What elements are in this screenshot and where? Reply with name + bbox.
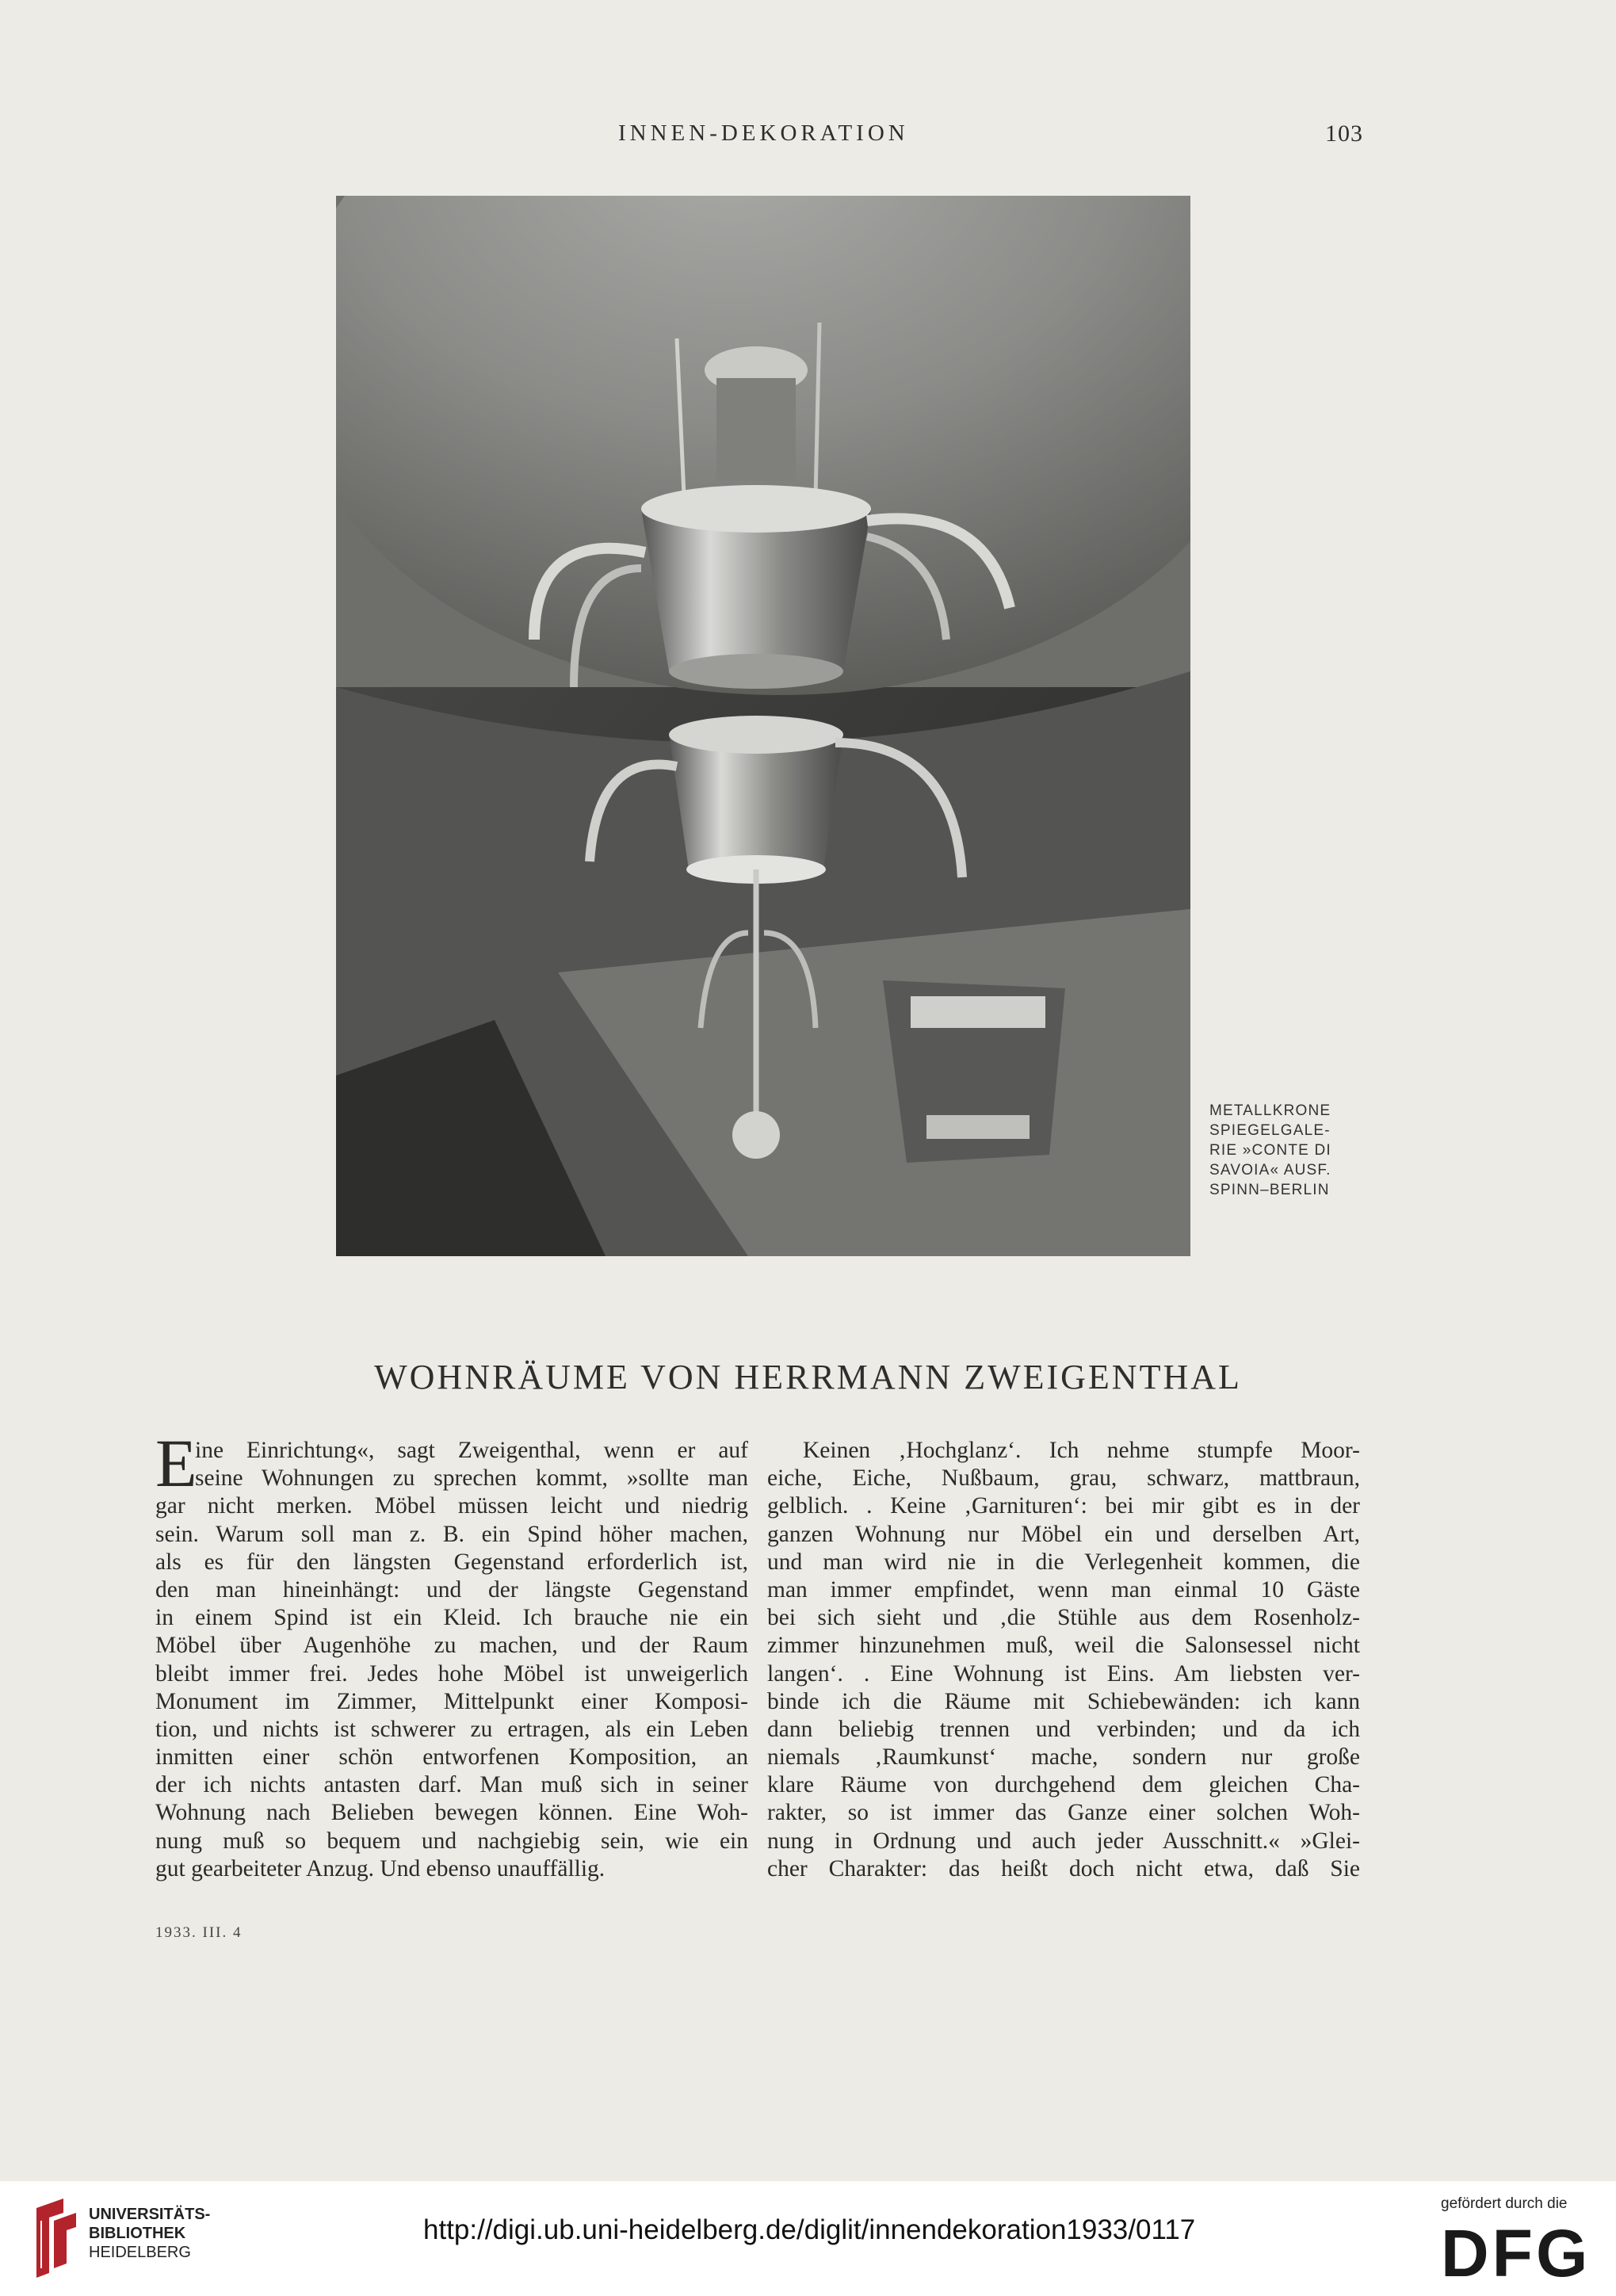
library-line: BIBLIOTHEK bbox=[89, 2225, 186, 2242]
text-line: Keinen ‚Hochglanz‘. Ich nehme stumpfe Moor- bbox=[803, 1438, 1360, 1463]
text-line: rakter, so ist immer das Ganze einer solchen Woh- bbox=[767, 1800, 1360, 1826]
text-line: dann beliebig trennen und verbinden; und da ich bbox=[767, 1716, 1360, 1742]
permalink-url[interactable]: http://digi.ub.uni-heidelberg.de/diglit/innendekoration1933/0117 bbox=[423, 2214, 1196, 2245]
text-line: Monument im Zimmer, Mittelpunkt einer Komposi- bbox=[155, 1688, 748, 1714]
text-line: inmitten einer schön entworfenen Komposition, an bbox=[155, 1744, 748, 1771]
chandelier-photo bbox=[336, 196, 1190, 1256]
text-line: zimmer hinzunehmen muß, weil die Salonsessel nicht bbox=[767, 1633, 1360, 1659]
right-column bbox=[767, 1437, 1360, 1883]
text-line: niemals ‚Raumkunst‘ mache, sondern nur große bbox=[767, 1744, 1360, 1771]
dfg-logo: DFG bbox=[1441, 2216, 1591, 2290]
text-line: langen‘. . Eine Wohnung ist Eins. Am liebsten ver- bbox=[767, 1660, 1360, 1687]
text-line: klare Räume von durchgehend dem gleichen Cha- bbox=[767, 1772, 1360, 1798]
text-line: gelblich. . Keine ‚Garnituren‘: bei mir gibt es in der bbox=[767, 1493, 1360, 1519]
text-line: nung in Ordnung und auch jeder Ausschnitt.« »Glei- bbox=[767, 1828, 1360, 1854]
page-number: 103 bbox=[1325, 120, 1363, 147]
caption-line: RIE »CONTE DI bbox=[1209, 1142, 1331, 1159]
text-line: bei sich sieht und ‚die Stühle aus dem Rosenholz- bbox=[767, 1605, 1360, 1631]
text-line: eiche, Eiche, Nußbaum, grau, schwarz, mattbraun, bbox=[767, 1465, 1360, 1492]
text-line: nung muß so bequem und nachgiebig sein, wie ein bbox=[155, 1828, 748, 1854]
digitization-footer bbox=[0, 2181, 1616, 2296]
drop-cap: E bbox=[155, 1425, 197, 1501]
text-line: den man hineinhängt: und der längste Gegenstand bbox=[155, 1576, 748, 1603]
text-line: Wohnung nach Belieben bewegen können. Eine Woh- bbox=[155, 1800, 748, 1826]
running-head: INNEN-DEKORATION bbox=[618, 120, 909, 146]
funded-by-label: gefördert durch die bbox=[1441, 2195, 1568, 2212]
university-library-name bbox=[89, 2205, 210, 2262]
signature-folio: 1933. III. 4 bbox=[155, 1924, 243, 1941]
caption-line: METALLKRONE bbox=[1209, 1102, 1331, 1119]
text-line: ganzen Wohnung nur Möbel ein und derselben Art, bbox=[767, 1521, 1360, 1547]
article-title: WOHNRÄUME VON HERRMANN ZWEIGENTHAL bbox=[374, 1358, 1242, 1396]
text-line: man immer empfindet, wenn man einmal 10 Gäste bbox=[767, 1576, 1360, 1603]
left-column bbox=[155, 1437, 748, 1883]
text-line: der ich nichts antasten darf. Man muß sich in seiner bbox=[155, 1772, 748, 1798]
caption-line: SPINN–BERLIN bbox=[1209, 1182, 1330, 1198]
text-line: tion, und nichts ist schwerer zu ertragen, als ein Leben bbox=[155, 1716, 748, 1742]
text-line: Möbel über Augenhöhe zu machen, und der Raum bbox=[155, 1633, 748, 1659]
text-line: in einem Spind ist ein Kleid. Ich brauche nie ein bbox=[155, 1605, 748, 1631]
text-line: gar nicht merken. Möbel müssen leicht und niedrig bbox=[155, 1493, 748, 1519]
text-line: sein. Warum soll man z. B. ein Spind höher machen, bbox=[155, 1521, 748, 1547]
university-library-logo-icon bbox=[32, 2197, 81, 2283]
text-line: gut gearbeiteter Anzug. Und ebenso unauffällig. bbox=[155, 1855, 606, 1881]
library-line: HEIDELBERG bbox=[89, 2244, 191, 2261]
text-line: binde ich die Räume mit Schiebewänden: ich kann bbox=[767, 1688, 1360, 1714]
text-line: ine Einrichtung«, sagt Zweigenthal, wenn er auf bbox=[195, 1438, 748, 1463]
text-line: bleibt immer frei. Jedes hohe Möbel ist unweigerlich bbox=[155, 1660, 748, 1687]
caption-line: SAVOIA« AUSF. bbox=[1209, 1162, 1331, 1179]
text-line: cher Charakter: das heißt doch nicht etwa, daß Sie bbox=[767, 1855, 1360, 1881]
text-line: als es für den längsten Gegenstand erforderlich ist, bbox=[155, 1549, 748, 1575]
library-line: UNIVERSITÄTS- bbox=[89, 2206, 211, 2223]
caption-line: SPIEGELGALE- bbox=[1209, 1122, 1331, 1139]
text-line: und man wird nie in die Verlegenheit kommen, die bbox=[767, 1549, 1360, 1575]
text-line: seine Wohnungen zu sprechen kommt, »sollte man bbox=[195, 1465, 748, 1492]
figure-caption bbox=[1209, 1101, 1368, 1200]
